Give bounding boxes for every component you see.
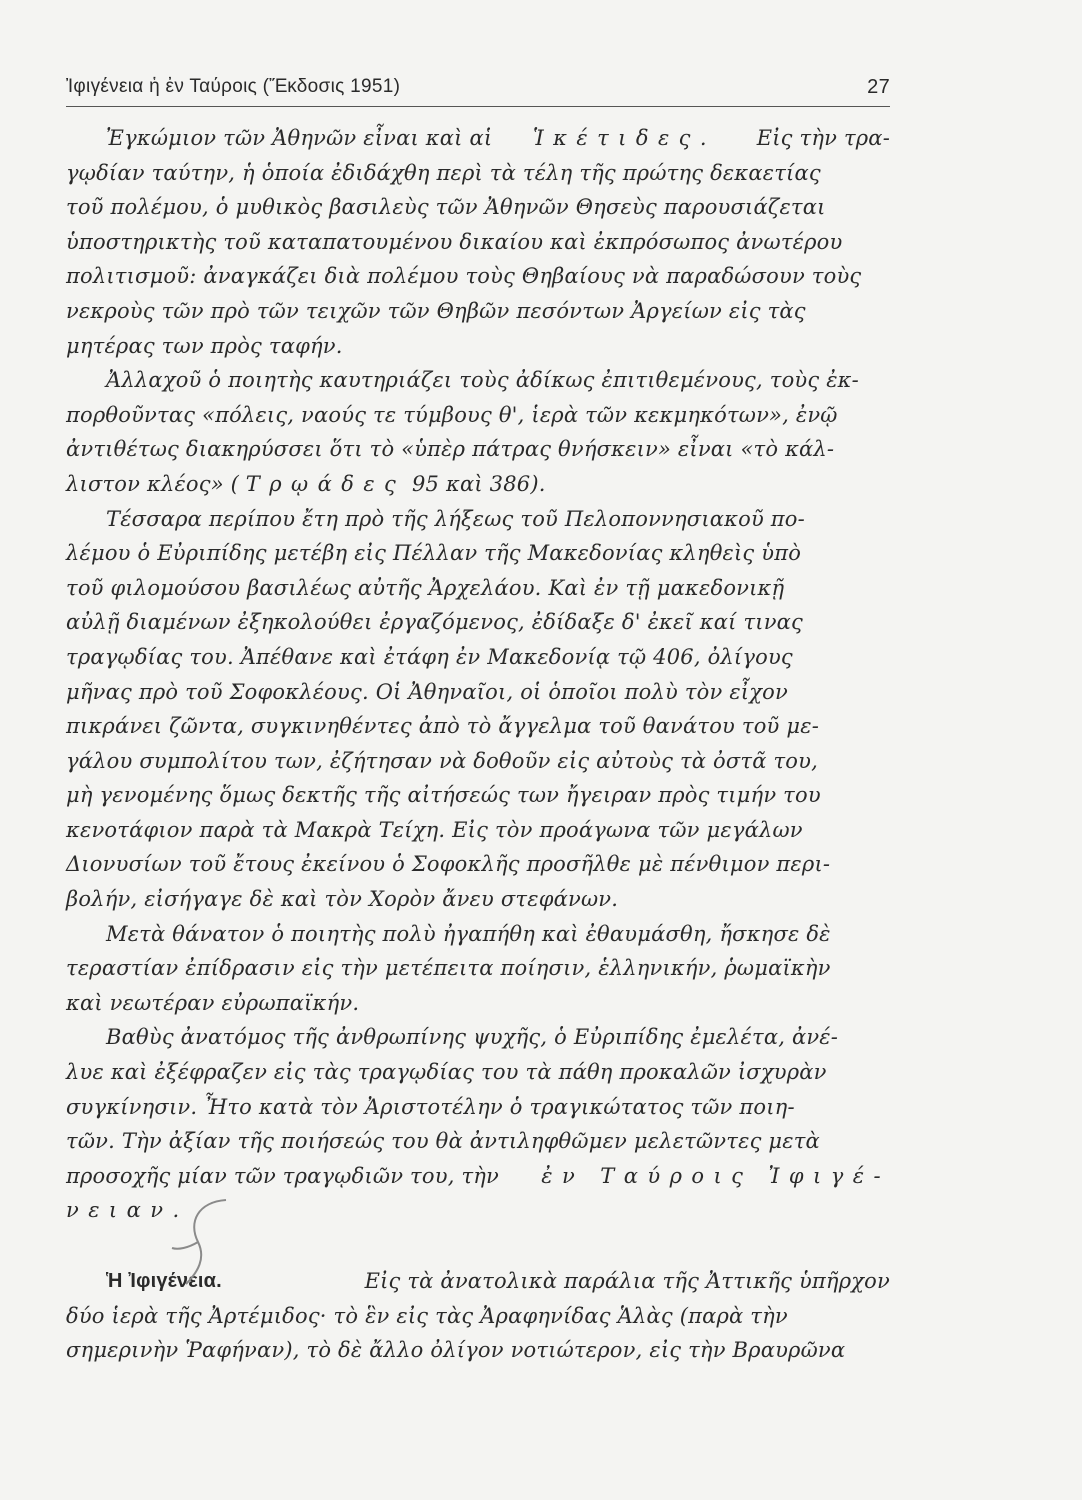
page-number: 27 xyxy=(867,76,890,98)
text-line: Ἀλλαχοῦ ὁ ποιητὴς καυτηριάζει τοὺς ἀδίκως ἐπιτιθεμένους, τοὺς ἐκ- xyxy=(106,368,859,393)
text-line: Ἡ Ἰφιγένεια. Εἰς τὰ ἀνατολικὰ παράλια τῆς Ἀττικῆς ὑπῆρχον xyxy=(66,1264,890,1299)
text-line: μῆνας πρὸ τοῦ Σοφοκλέους. Οἱ Ἀθηναῖοι, οἱ ὁποῖοι πολὺ τὸν εἶχον xyxy=(66,679,788,704)
text-line: λιστον κλέος» ( Τρῳάδες 95 καὶ 386). xyxy=(66,467,890,502)
header-title: Ἰφιγένεια ἡ ἐν Ταύροις (Ἔκδοσις 1951) xyxy=(66,76,401,97)
text-line: πολιτισμοῦ: ἀναγκάζει διὰ πολέμου τοὺς Θηβαίους νὰ παραδώσουν τοὺς xyxy=(66,264,862,289)
text-line: Διονυσίων τοῦ ἔτους ἐκείνου ὁ Σοφοκλῆς προσῆλθε μὲ πένθιμον περι- xyxy=(66,852,831,877)
text-line: λυε καὶ ἐξέφραζεν εἰς τὰς τραγῳδίας του τὰ πάθη προκαλῶν ἰσχυρὰν xyxy=(66,1060,827,1085)
text-line: πικράνει ζῶντα, συγκινηθέντες ἀπὸ τὸ ἄγγελμα τοῦ θανάτου τοῦ με- xyxy=(66,714,819,739)
text-line: βολήν, εἰσήγαγε δὲ καὶ τὸν Χορὸν ἄνευ στεφάνων. xyxy=(66,887,619,912)
text-line: μητέρας των πρὸς ταφήν. xyxy=(66,333,343,358)
text-line: Μετὰ θάνατον ὁ ποιητὴς πολὺ ἠγαπήθη καὶ ἐθαυμάσθη, ἤσκησε δὲ xyxy=(106,921,831,946)
text-line: λέμου ὁ Εὐριπίδης μετέβη εἰς Πέλλαν τῆς Μακεδονίας κληθεὶς ὑπὸ xyxy=(66,541,802,566)
text-line: δύο ἱερὰ τῆς Ἀρτέμιδος· τὸ ἓν εἰς τὰς Ἀραφηνίδας Ἁλὰς (παρὰ τὴν xyxy=(66,1303,788,1328)
section-heading: Ἡ Ἰφιγένεια. xyxy=(106,1270,222,1292)
text-line: συγκίνησιν. Ἦτο κατὰ τὸν Ἀριστοτέλην ὁ τραγικώτατος τῶν ποιη- xyxy=(66,1094,795,1119)
text-line: Τέσσαρα περίπου ἔτη πρὸ τῆς λήξεως τοῦ Πελοποννησιακοῦ πο- xyxy=(106,506,805,531)
text-line: τοῦ φιλομούσου βασιλέως αὐτῆς Ἀρχελάου. Καὶ ἐν τῇ μακεδονικῇ xyxy=(66,575,785,600)
text-line: κενοτάφιον παρὰ τὰ Μακρὰ Τείχη. Εἰς τὸν προάγωνα τῶν μεγάλων xyxy=(66,817,803,842)
text-line: Ἐγκώμιον τῶν Ἀθηνῶν εἶναι καὶ αἱ Ἱκέτιδες. Εἰς τὴν τρα- xyxy=(66,121,890,156)
page xyxy=(66,72,890,1368)
spaced-title: Ἱκέτιδες. xyxy=(532,126,717,150)
text-line: καὶ νεωτέραν εὐρωπαϊκήν. xyxy=(66,990,360,1015)
text-line: γῳδίαν ταύτην, ἡ ὁποία ἐδιδάχθη περὶ τὰ τέλη τῆς πρώτης δεκαετίας xyxy=(66,160,821,185)
body-text xyxy=(66,121,890,1368)
text-line: νεκροὺς τῶν πρὸ τῶν τειχῶν τῶν Θηβῶν πεσόντων Ἀργείων εἰς τὰς xyxy=(66,298,806,323)
text-line: ἀντιθέτως διακηρύσσει ὅτι τὸ «ὑπὲρ πάτρας θνήσκειν» εἶναι «τὸ κάλ- xyxy=(66,437,835,462)
text-line: αὐλῇ διαμένων ἐξηκολούθει ἐργαζόμενος, ἐδίδαξε δ' ἐκεῖ καί τινας xyxy=(66,610,804,635)
text-line: πορθοῦντας «πόλεις, ναούς τε τύμβους θ', ἱερὰ τῶν κεκμηκότων», ἐνῷ xyxy=(66,402,838,427)
text-line: ὑποστηρικτὴς τοῦ καταπατουμένου δικαίου καὶ ἐκπρόσωπος ἀνωτέρου xyxy=(66,229,843,254)
spaced-title: ἐν Ταύροις Ἰφιγέ- xyxy=(541,1163,890,1188)
running-header xyxy=(66,72,890,107)
text-line: μὴ γενομένης ὅμως δεκτῆς τῆς αἰτήσεώς των ἤγειραν πρὸς τιμήν του xyxy=(66,783,821,808)
text-line: τραγῳδίας του. Ἀπέθανε καὶ ἐτάφη ἐν Μακεδονίᾳ τῷ 406, ὀλίγους xyxy=(66,644,793,669)
text-line: Βαθὺς ἀνατόμος τῆς ἀνθρωπίνης ψυχῆς, ὁ Εὐριπίδης ἐμελέτα, ἀνέ- xyxy=(106,1025,839,1050)
text-line: τοῦ πολέμου, ὁ μυθικὸς βασιλεὺς τῶν Ἀθηνῶν Θησεὺς παρουσιάζεται xyxy=(66,195,826,220)
text-line: τῶν. Τὴν ἀξίαν τῆς ποιήσεώς του θὰ ἀντιληφθῶμεν μελετῶντες μετὰ xyxy=(66,1129,820,1154)
spaced-title: νειαν. xyxy=(66,1198,189,1223)
spaced-title: Τρῳάδες xyxy=(245,471,406,496)
pen-mark-icon xyxy=(168,1192,238,1292)
text-line: προσοχῆς μίαν τῶν τραγῳδιῶν του, τὴν ἐν Ταύροις Ἰφιγέ- xyxy=(66,1159,890,1194)
text-line: σημερινὴν Ῥαφήναν), τὸ δὲ ἄλλο ὀλίγον νοτιώτερον, εἰς τὴν Βραυρῶνα xyxy=(66,1338,846,1363)
text-line: γάλου συμπολίτου των, ἐζήτησαν νὰ δοθοῦν εἰς αὐτοὺς τὰ ὀστᾶ του, xyxy=(66,748,818,773)
text-line: τεραστίαν ἐπίδρασιν εἰς τὴν μετέπειτα ποίησιν, ἑλληνικήν, ῥωμαϊκὴν xyxy=(66,956,831,981)
